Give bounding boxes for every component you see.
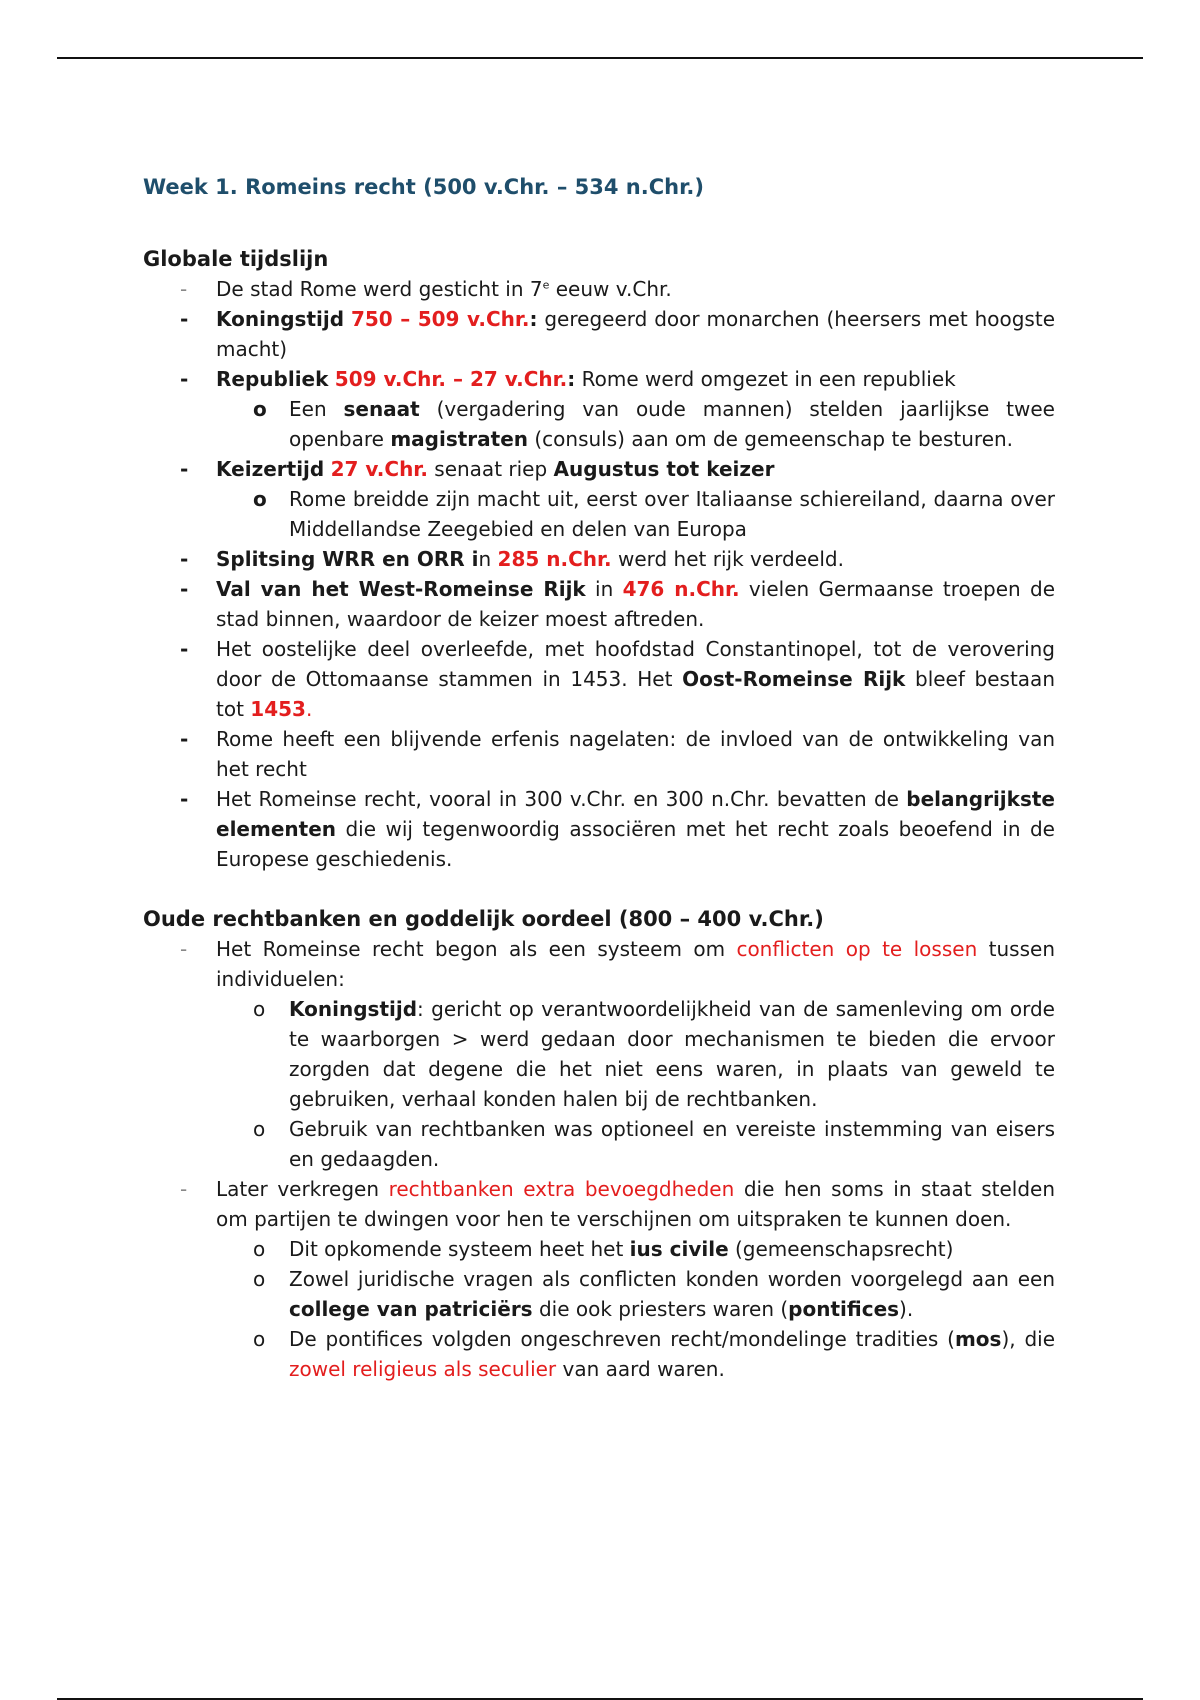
list-item: - Keizertijd 27 v.Chr. senaat riep Augustus tot keizer o Rome breidde zijn macht uit, eerst over Italiaanse schiereiland, daarna over Middellandse Zeegebied en delen van Europa bbox=[143, 454, 1055, 544]
circle-bullet: o bbox=[253, 997, 266, 1021]
dash-bullet: - bbox=[180, 367, 189, 391]
dash-bullet: - bbox=[180, 457, 189, 481]
dash-bullet: - bbox=[180, 787, 189, 811]
list-item: - Rome heeft een blijvende erfenis nagelaten: de invloed van de ontwikkeling van het recht bbox=[143, 724, 1055, 784]
dash-bullet: - bbox=[180, 547, 189, 571]
circle-bullet: o bbox=[253, 487, 267, 511]
sub-list-item: o Zowel juridische vragen als conflicten konden worden voorgelegd aan een college van patriciërs die ook priesters waren (pontifices). bbox=[216, 1264, 1055, 1324]
sub-list bbox=[216, 484, 1055, 544]
sub-list bbox=[216, 994, 1055, 1174]
list-item: - Het Romeinse recht, vooral in 300 v.Chr. en 300 n.Chr. bevatten de belangrijkste elementen die wij tegenwoordig associëren met het recht zoals beoefend in de Europese geschiedenis. bbox=[143, 784, 1055, 874]
timeline-list bbox=[143, 274, 1055, 874]
dash-bullet: - bbox=[180, 307, 189, 331]
list-item: - Republiek 509 v.Chr. – 27 v.Chr.: Rome werd omgezet in een republiek o Een senaat (vergadering van oude mannen) stelden jaarlijkse twee openbare magistraten (consuls) aan om de gemeenschap te besturen. bbox=[143, 364, 1055, 454]
list-item: - De stad Rome werd gesticht in 7e eeuw v.Chr. bbox=[143, 274, 1055, 304]
list-item: - Splitsing WRR en ORR in 285 n.Chr. werd het rijk verdeeld. bbox=[143, 544, 1055, 574]
list-item: - Het Romeinse recht begon als een systeem om conflicten op te lossen tussen individuelen: o Koningstijd: gericht op verantwoordelijkheid van de samenleving om orde te waarborgen > werd gedaan door mechanismen te bieden die ervoor zorgden dat degene die het niet eens waren, in plaats van geweld te gebruiken, verhaal konden halen bij de rechtbanken. o Gebruik van rechtbanken was optioneel en vereiste instemming van eisers en gedaagden. bbox=[143, 934, 1055, 1174]
section-heading-courts: Oude rechtbanken en goddelijk oordeel (800 – 400 v.Chr.) bbox=[143, 907, 824, 931]
sub-list bbox=[216, 1234, 1055, 1384]
circle-bullet: o bbox=[253, 1237, 266, 1261]
sub-list bbox=[216, 394, 1055, 454]
dash-bullet: - bbox=[180, 1177, 188, 1201]
list-item: - Later verkregen rechtbanken extra bevoegdheden die hen soms in staat stelden om partijen te dwingen voor hen te verschijnen om uitspraken te kunnen doen. o Dit opkomende systeem heet het ius civile (gemeenschapsrecht) o Zowel juridische vragen als conflicten konden worden voorgelegd aan een college van patriciërs die ook priesters waren (pontifices). o De pontifices volgden ongeschreven recht/mondelinge tradities (mos), die zowel religieus als seculier van aard waren. bbox=[143, 1174, 1055, 1384]
dash-bullet: - bbox=[180, 577, 189, 601]
courts-list bbox=[143, 934, 1055, 1384]
circle-bullet: o bbox=[253, 1327, 266, 1351]
dash-bullet: - bbox=[180, 727, 189, 751]
list-item: - Het oostelijke deel overleefde, met hoofdstad Constantinopel, tot de verovering door de Ottomaanse stammen in 1453. Het Oost-Romeinse Rijk bleef bestaan tot 1453. bbox=[143, 634, 1055, 724]
circle-bullet: o bbox=[253, 1267, 266, 1291]
document-body bbox=[143, 244, 1055, 1384]
sub-list-item: o De pontifices volgden ongeschreven recht/mondelinge tradities (mos), die zowel religieus als seculier van aard waren. bbox=[216, 1324, 1055, 1384]
list-item: - Val van het West-Romeinse Rijk in 476 n.Chr. vielen Germaanse troepen de stad binnen, waardoor de keizer moest aftreden. bbox=[143, 574, 1055, 634]
sub-list-item: o Een senaat (vergadering van oude mannen) stelden jaarlijkse twee openbare magistraten (consuls) aan om de gemeenschap te besturen. bbox=[216, 394, 1055, 454]
circle-bullet: o bbox=[253, 1117, 266, 1141]
header-rule bbox=[57, 57, 1143, 59]
dash-bullet: - bbox=[180, 277, 188, 301]
sub-list-item: o Gebruik van rechtbanken was optioneel en vereiste instemming van eisers en gedaagden. bbox=[216, 1114, 1055, 1174]
sub-list-item: o Rome breidde zijn macht uit, eerst over Italiaanse schiereiland, daarna over Middellandse Zeegebied en delen van Europa bbox=[216, 484, 1055, 544]
page-title: Week 1. Romeins recht (500 v.Chr. – 534 n.Chr.) bbox=[143, 175, 705, 199]
circle-bullet: o bbox=[253, 397, 267, 421]
section-heading-timeline: Globale tijdslijn bbox=[143, 247, 329, 271]
dash-bullet: - bbox=[180, 937, 188, 961]
dash-bullet: - bbox=[180, 637, 189, 661]
sub-list-item: o Dit opkomende systeem heet het ius civile (gemeenschapsrecht) bbox=[216, 1234, 1055, 1264]
sub-list-item: o Koningstijd: gericht op verantwoordelijkheid van de samenleving om orde te waarborgen > werd gedaan door mechanismen te bieden die ervoor zorgden dat degene die het niet eens waren, in plaats van geweld te gebruiken, verhaal konden halen bij de rechtbanken. bbox=[216, 994, 1055, 1114]
list-item: - Koningstijd 750 – 509 v.Chr.: geregeerd door monarchen (heersers met hoogste macht) bbox=[143, 304, 1055, 364]
